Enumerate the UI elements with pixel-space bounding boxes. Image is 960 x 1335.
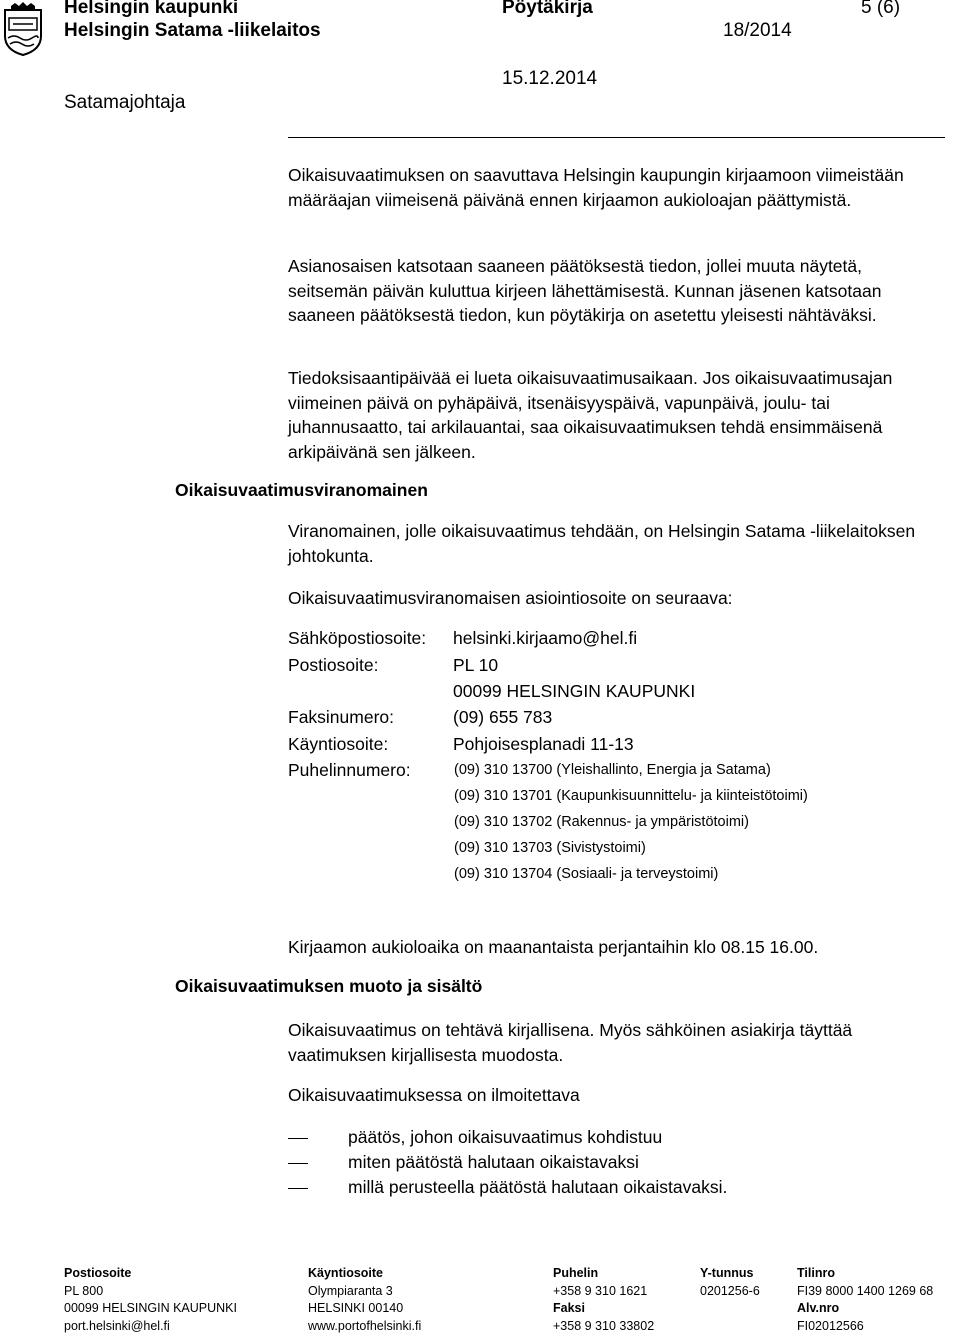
phone-number: (09) 310 13704 (Sosiaali- ja terveystoimi) bbox=[454, 866, 718, 882]
paragraph-office-hours: Kirjaamon aukioloaika on maanantaista perjantaihin klo 08.15 16.00. bbox=[288, 935, 943, 960]
paragraph-notification-day: Tiedoksisaantipäivää ei lueta oikaisuvaatimusaikaan. Jos oikaisuvaatimusajan viimeinen päivä on pyhäpäivä, itsenäisyyspäivä, vapunpäivä, joulu- tai juhannusaatto, tai arkilauantai, saa oikaisuvaatimuksen tehdä ensimmäisenä arkipäivänä sen jälkeen. bbox=[288, 366, 943, 464]
paragraph-address-intro: Oikaisuvaatimusviranomaisen asiointiosoite on seuraava: bbox=[288, 586, 943, 611]
header-doc-type: Pöytäkirja bbox=[502, 0, 593, 19]
footer-phone: Puhelin +358 9 310 1621 Faksi +358 9 310 33802 bbox=[553, 1265, 654, 1335]
paragraph-notification: Asianosaisen katsotaan saaneen päätöksestä tiedon, jollei muuta näytetä, seitsemän päivän kuluttua kirjeen lähettämisestä. Kunnan jäsenen katsotaan saaneen päätöksestä tiedon, kun pöytäkirja on asetettu yleisesti nähtäväksi. bbox=[288, 254, 943, 328]
phone-label: Puhelinnumero: bbox=[288, 760, 453, 781]
list-item: millä perusteella päätöstä halutaan oikaistavaksi. bbox=[288, 1177, 727, 1198]
header-org: Helsingin kaupunki bbox=[64, 0, 238, 19]
post-value-2: 00099 HELSINGIN KAUPUNKI bbox=[453, 681, 695, 701]
dash-bullet-icon bbox=[288, 1188, 308, 1189]
footer-postal-address: Postiosoite PL 800 00099 HELSINGIN KAUPUNKI port.helsinki@hel.fi bbox=[64, 1265, 237, 1335]
post-label: Postiosoite: bbox=[288, 655, 453, 676]
fax-label: Faksinumero: bbox=[288, 707, 453, 728]
phone-number: (09) 310 13703 (Sivistystoimi) bbox=[454, 840, 646, 856]
header-page: 5 (6) bbox=[861, 0, 900, 19]
post-value-1: PL 10 bbox=[453, 655, 498, 675]
phone-number: (09) 310 13702 (Rakennus- ja ympäristötoimi) bbox=[454, 814, 749, 830]
visit-value: Pohjoisesplanadi 11-13 bbox=[453, 734, 634, 754]
helsinki-crest-logo bbox=[2, 2, 44, 56]
header-number: 18/2014 bbox=[723, 20, 792, 42]
email-value[interactable]: helsinki.kirjaamo@hel.fi bbox=[453, 628, 637, 648]
contact-email-row bbox=[288, 628, 637, 649]
header-role: Satamajohtaja bbox=[64, 92, 185, 114]
list-item: päätös, johon oikaisuvaatimus kohdistuu bbox=[288, 1127, 662, 1148]
footer-account: Tilinro FI39 8000 1400 1269 68 Alv.nro FI02012566 bbox=[797, 1265, 933, 1335]
visit-label: Käyntiosoite: bbox=[288, 734, 453, 755]
heading-form: Oikaisuvaatimuksen muoto ja sisältö bbox=[175, 976, 482, 997]
footer-email-link[interactable]: port.helsinki@hel.fi bbox=[64, 1318, 237, 1335]
paragraph-authority: Viranomainen, jolle oikaisuvaatimus tehdään, on Helsingin Satama -liikelaitoksen johtokunta. bbox=[288, 519, 943, 568]
header-unit: Helsingin Satama -liikelaitos bbox=[64, 20, 321, 42]
email-label: Sähköpostiosoite: bbox=[288, 628, 453, 649]
contact-post-row-2 bbox=[288, 681, 695, 702]
contact-visit-row bbox=[288, 734, 634, 755]
dash-bullet-icon bbox=[288, 1138, 308, 1139]
header-divider bbox=[288, 137, 945, 138]
paragraph-required-info: Oikaisuvaatimuksessa on ilmoitettava bbox=[288, 1083, 943, 1108]
contact-phone-row bbox=[288, 760, 453, 781]
paragraph-written-form: Oikaisuvaatimus on tehtävä kirjallisena. Myös sähköinen asiakirja täyttää vaatimuksen kirjallisesta muodosta. bbox=[288, 1018, 943, 1067]
contact-post-row bbox=[288, 655, 498, 676]
contact-fax-row bbox=[288, 707, 552, 728]
footer-website-link[interactable]: www.portofhelsinki.fi bbox=[308, 1318, 421, 1335]
fax-value: (09) 655 783 bbox=[453, 707, 552, 727]
list-item: miten päätöstä halutaan oikaistavaksi bbox=[288, 1152, 639, 1173]
footer-business-id: Y-tunnus 0201256-6 bbox=[700, 1265, 760, 1300]
heading-authority: Oikaisuvaatimusviranomainen bbox=[175, 480, 428, 501]
phone-number: (09) 310 13701 (Kaupunkisuunnittelu- ja kiinteistötoimi) bbox=[454, 788, 808, 804]
phone-number: (09) 310 13700 (Yleishallinto, Energia ja Satama) bbox=[454, 762, 771, 778]
footer-visiting-address: Käyntiosoite Olympiaranta 3 HELSINKI 00140 www.portofhelsinki.fi bbox=[308, 1265, 421, 1335]
paragraph-deadline: Oikaisuvaatimuksen on saavuttava Helsingin kaupungin kirjaamoon viimeistään määräajan viimeisenä päivänä ennen kirjaamon aukioloajan päättymistä. bbox=[288, 163, 943, 212]
dash-bullet-icon bbox=[288, 1163, 308, 1164]
header-date: 15.12.2014 bbox=[502, 68, 597, 90]
